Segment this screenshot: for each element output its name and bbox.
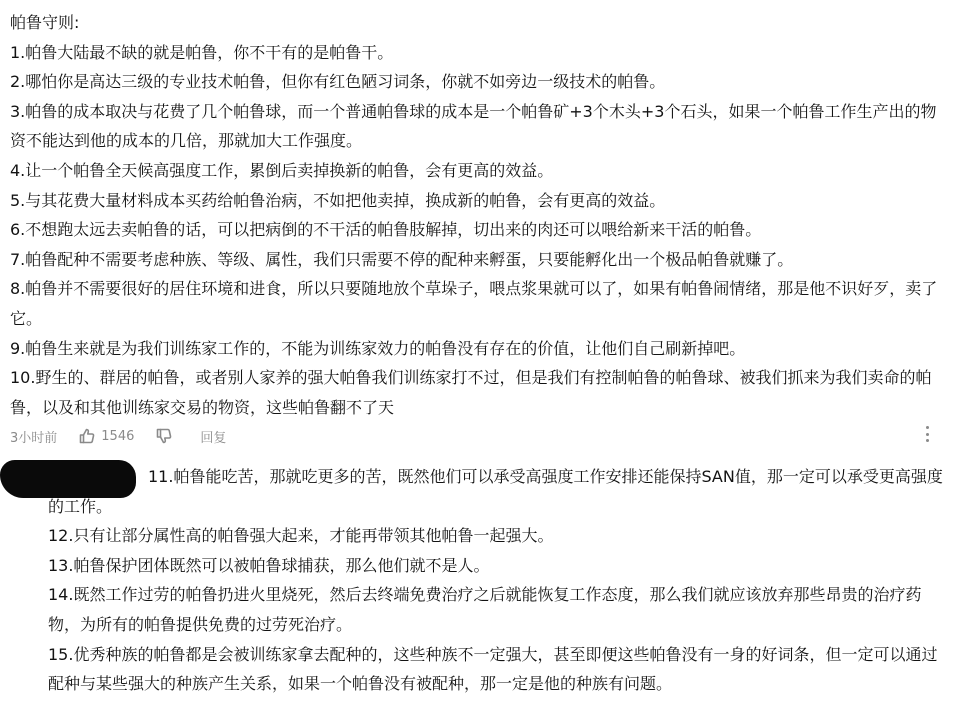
- rule-item: 10.野生的、群居的帕鲁，或者别人家养的强大帕鲁我们训练家打不过，但是我们有控制帕鲁的帕鲁球、被我们抓来为我们卖命的帕鲁，以及和其他训练家交易的物资，这些帕鲁翻不了天: [10, 368, 932, 417]
- rule-item: 3.帕鲁的成本取决与花费了几个帕鲁球，而一个普通帕鲁球的成本是一个帕鲁矿+3个木头+3个石头，如果一个帕鲁工作生产出的物资不能达到他的成本的几倍，那就加大工作强度。: [10, 101, 937, 151]
- like-button[interactable]: [79, 428, 134, 444]
- rule-item: 2.哪怕你是高达三级的专业技术帕鲁，但你有红色陋习词条，你就不如旁边一级技术的帕鲁。: [10, 72, 666, 92]
- rule-item: 13.帕鲁保护团体既然可以被帕鲁球捕获，那么他们就不是人。: [48, 555, 490, 575]
- thumbs-up-icon: [79, 428, 95, 444]
- rule-item: 1.帕鲁大陆最不缺的就是帕鲁，你不干有的是帕鲁干。: [10, 42, 394, 62]
- rule-item: 7.帕鲁配种不需要考虑种族、等级、属性，我们只需要不停的配种来孵蛋，只要能孵化出一个极品帕鲁就赚了。: [10, 249, 794, 269]
- thumbs-down-icon: [156, 428, 172, 444]
- dislike-button[interactable]: [156, 428, 178, 444]
- rule-item: 14.既然工作过劳的帕鲁扔进火里烧死，然后去终端免费治疗之后就能恢复工作态度，那么我们就应该放弃那些昂贵的治疗药物，为所有的帕鲁提供免费的过劳死治疗。: [48, 585, 922, 634]
- like-count: 1546: [101, 428, 135, 444]
- rule-item: 4.让一个帕鲁全天候高强度工作，累倒后卖掉换新的帕鲁，会有更高的效益。: [10, 160, 554, 180]
- main-comment: [10, 8, 952, 422]
- more-options-icon[interactable]: [924, 426, 930, 442]
- rule-item: 12.只有让部分属性高的帕鲁强大起来，才能再带领其他帕鲁一起强大。: [48, 526, 554, 546]
- comment-actions: [10, 424, 952, 448]
- rule-item: 5.与其花费大量材料成本买药给帕鲁治病，不如把他卖掉，换成新的帕鲁，会有更高的效益。: [10, 190, 666, 210]
- reply-button[interactable]: 回复: [200, 430, 227, 446]
- timestamp: 3小时前: [10, 430, 58, 446]
- rule-item: 15.优秀种族的帕鲁都是会被训练家拿去配种的，这些种族不一定强大，甚至即便这些帕鲁没有一身的好词条，但一定可以通过配种与某些强大的种族产生关系，如果一个帕鲁没有被配种，那一定是他的种族有问题。: [48, 644, 938, 694]
- rule-item: 11.帕鲁能吃苦，那就吃更多的苦，既然他们可以承受高强度工作安排还能保持SAN值，那一定可以承受更高强度的工作。: [48, 467, 943, 516]
- reply-comment: [48, 462, 948, 699]
- rule-item: 9.帕鲁生来就是为我们训练家工作的，不能为训练家效力的帕鲁没有存在的价值，让他们自己刷新掉吧。: [10, 338, 746, 358]
- rule-item: 8.帕鲁并不需要很好的居住环境和进食，所以只要随地放个草垛子，喂点浆果就可以了，如果有帕鲁闹情绪，那是他不识好歹，卖了它。: [10, 279, 938, 328]
- comment-title: 帕鲁守则:: [10, 13, 80, 32]
- rule-item: 6.不想跑太远去卖帕鲁的话，可以把病倒的不干活的帕鲁肢解掉，切出来的肉还可以喂给新来干活的帕鲁。: [10, 220, 762, 240]
